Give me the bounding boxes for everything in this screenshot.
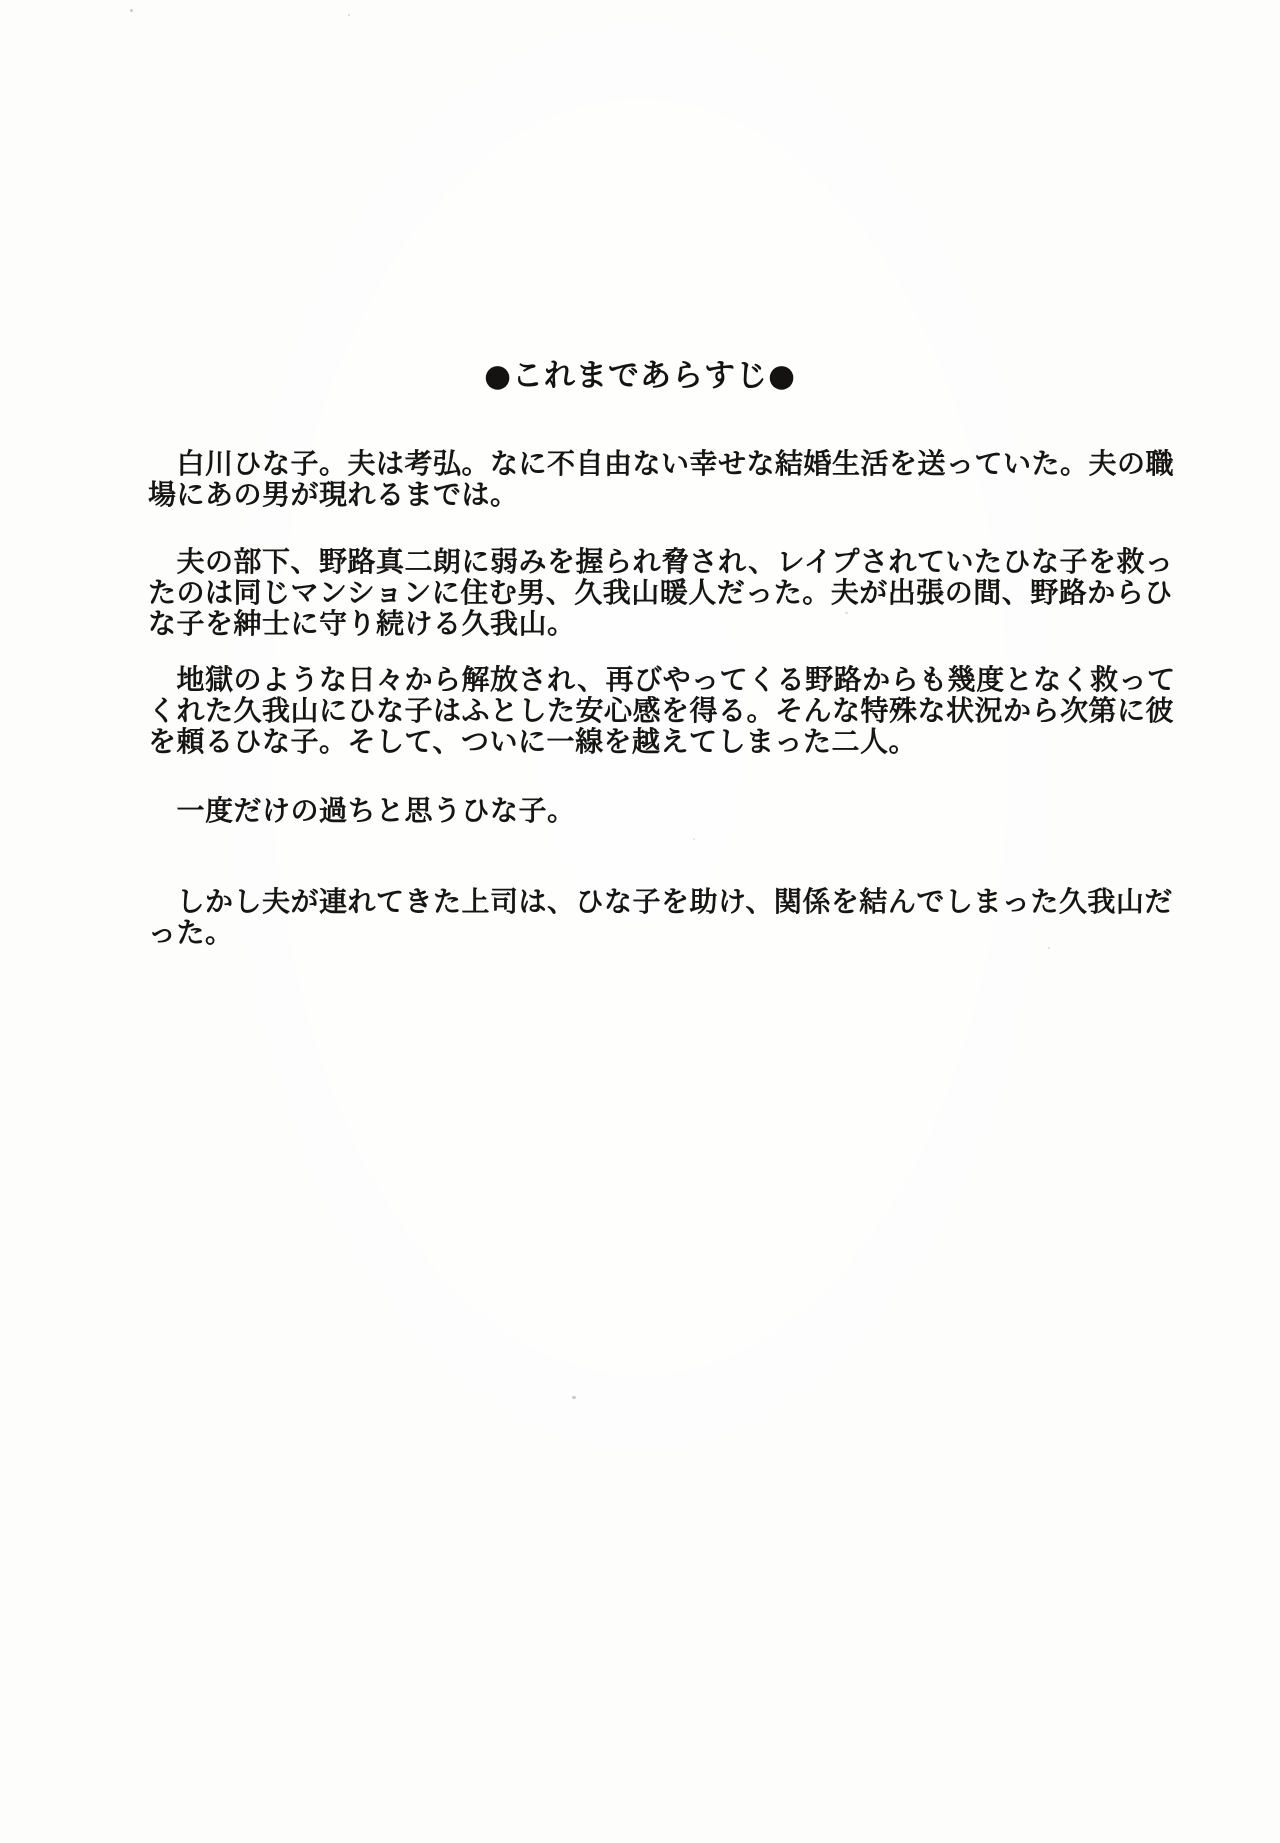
paragraph-line: な子を紳士に守り続ける久我山。 <box>148 607 576 640</box>
paragraph <box>148 886 1180 948</box>
scan-speck <box>693 838 695 840</box>
paragraph-line: 地獄のような日々から解放され、再びやってくる野路からも幾度となく救って <box>148 663 1176 696</box>
paragraph <box>148 664 1180 757</box>
paragraph-line: 一度だけの過ちと思うひな子。 <box>148 794 576 827</box>
page-title: ●これまであらすじ● <box>483 358 797 394</box>
paragraph <box>148 546 1180 639</box>
scan-speck <box>572 1396 576 1399</box>
paragraph-line: 夫の部下、野路真二朗に弱みを握られ脅され、レイプされていたひな子を救っ <box>148 545 1174 578</box>
paragraph <box>148 448 1180 510</box>
scan-speck <box>1048 947 1050 949</box>
body-text <box>148 448 1180 948</box>
paragraph-line: しかし夫が連れてきた上司は、ひな子を助け、関係を結んでしまった久我山だ <box>148 885 1173 918</box>
paragraph <box>148 795 1180 826</box>
paragraph-line: たのは同じマンションに住む男、久我山暖人だった。夫が出張の間、野路からひ <box>148 576 1173 609</box>
scan-speck <box>348 14 350 16</box>
paragraph-line: くれた久我山にひな子はふとした安心感を得る。そんな特殊な状況から次第に彼 <box>148 694 1175 727</box>
paragraph-line: を頼るひな子。そして、ついに一線を越えてしまった二人。 <box>148 725 917 758</box>
scan-speck <box>130 9 133 12</box>
paragraph-line: った。 <box>148 916 234 949</box>
paragraph-line: 白川ひな子。夫は考弘。なに不自由ない幸せな結婚生活を送っていた。夫の職 <box>148 447 1175 480</box>
paragraph-line: 場にあの男が現れるまでは。 <box>148 478 519 511</box>
scan-speck <box>845 612 848 614</box>
